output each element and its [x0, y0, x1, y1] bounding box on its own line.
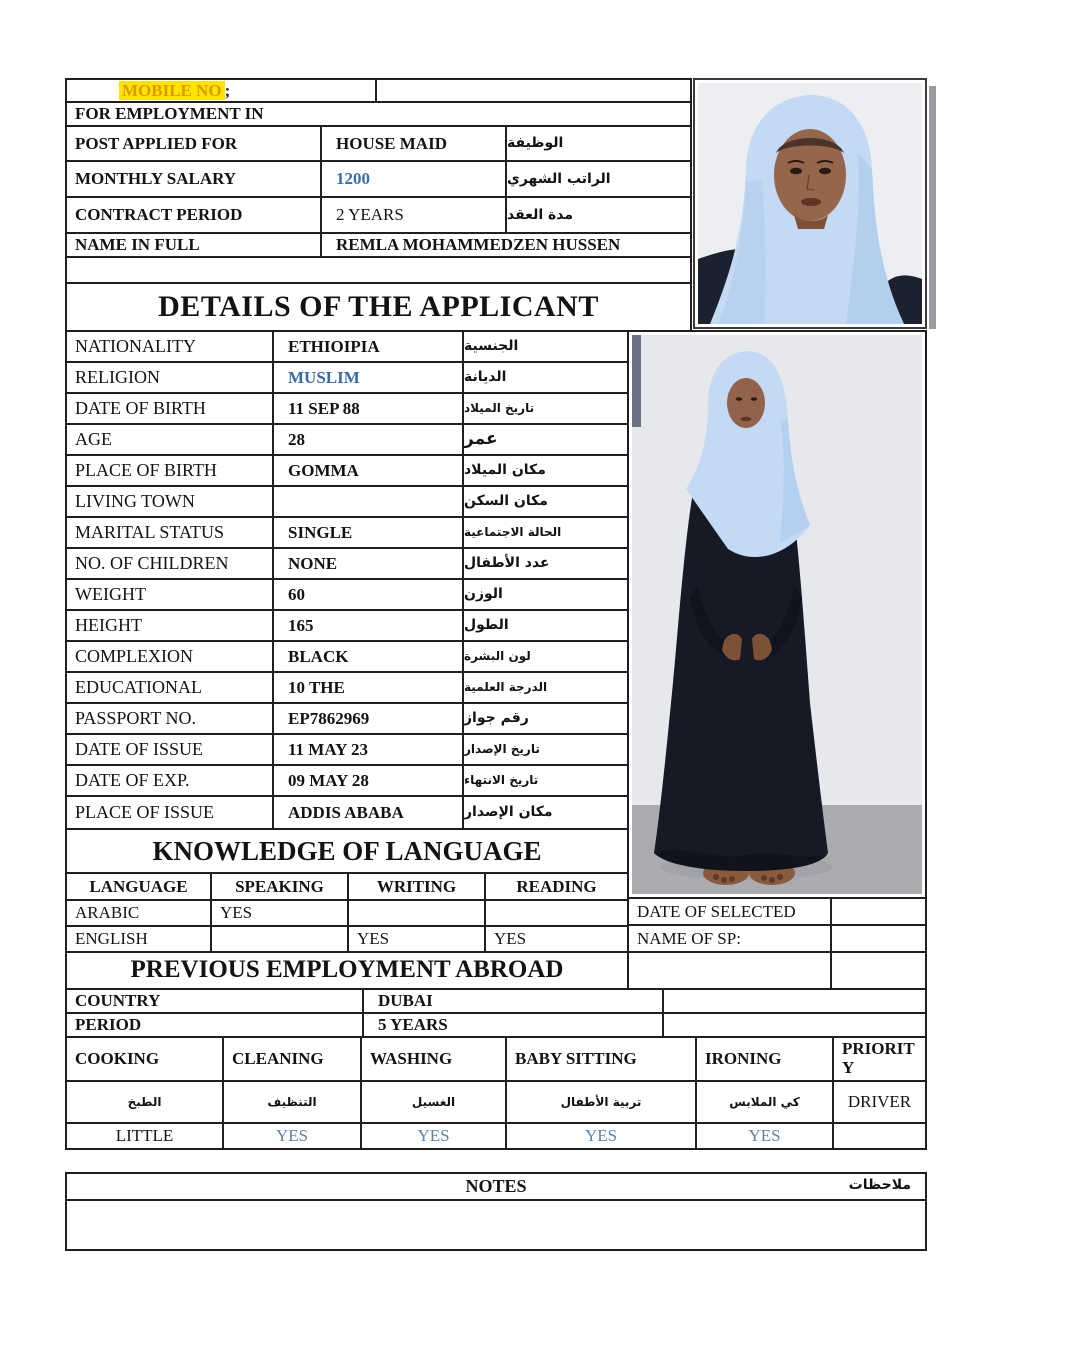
applicant-full-body-photo-cell	[627, 330, 927, 899]
detail-value: 165	[272, 609, 464, 642]
detail-arabic: الطول	[462, 609, 629, 642]
detail-label: DATE OF EXP.	[65, 764, 274, 797]
detail-value: 11 MAY 23	[272, 733, 464, 766]
detail-value: BLACK	[272, 640, 464, 673]
scan-shadow	[929, 86, 936, 329]
details-heading: DETAILS OF THE APPLICANT	[65, 282, 692, 332]
post-applied-for-label: POST APPLIED FOR	[65, 125, 322, 162]
detail-value: 10 THE	[272, 671, 464, 704]
skill-value-washing: YES	[360, 1122, 507, 1150]
detail-arabic: عدد الأطفال	[462, 547, 629, 580]
mobile-no-cell	[65, 78, 377, 103]
skill-value-priority-empty	[832, 1122, 927, 1150]
detail-arabic: لون البشرة	[462, 640, 629, 673]
detail-label: HEIGHT	[65, 609, 274, 642]
mobile-no-text	[67, 82, 230, 100]
period-value: 5 YEARS	[362, 1012, 664, 1038]
detail-value: ETHIOIPIA	[272, 330, 464, 363]
detail-label: RELIGION	[65, 361, 274, 394]
detail-value: GOMMA	[272, 454, 464, 487]
detail-value: 11 SEP 88	[272, 392, 464, 425]
skill-header-washing: WASHING	[360, 1036, 507, 1082]
detail-arabic: تاريخ الميلاد	[462, 392, 629, 425]
country-value: DUBAI	[362, 988, 664, 1014]
post-applied-for-value: HOUSE MAID	[320, 125, 507, 162]
detail-label: PLACE OF ISSUE	[65, 795, 274, 830]
arabic-speaking: YES	[210, 899, 349, 927]
detail-arabic: عمر	[462, 423, 629, 456]
notes-label: NOTES	[465, 1176, 527, 1197]
skill-arabic-cleaning: التنظيف	[222, 1080, 362, 1124]
language-header-reading: READING	[484, 872, 629, 901]
detail-label: AGE	[65, 423, 274, 456]
language-header-language: LANGUAGE	[65, 872, 212, 901]
priority-value: DRIVER	[832, 1080, 927, 1124]
skill-header-cleaning: CLEANING	[222, 1036, 362, 1082]
detail-arabic: تاريخ الانتهاء	[462, 764, 629, 797]
language-row-arabic: ARABIC	[65, 899, 212, 927]
arabic-writing	[347, 899, 486, 927]
previous-employment-heading: PREVIOUS EMPLOYMENT ABROAD	[65, 951, 629, 990]
detail-value	[272, 485, 464, 518]
detail-arabic: تاريخ الإصدار	[462, 733, 629, 766]
contract-period-arabic: مدة العقد	[505, 196, 692, 234]
detail-value: MUSLIM	[272, 361, 464, 394]
detail-value: 60	[272, 578, 464, 611]
detail-arabic: الوزن	[462, 578, 629, 611]
post-applied-for-arabic: الوظيفة	[505, 125, 692, 162]
for-employment-in-cell: FOR EMPLOYMENT IN	[65, 101, 692, 127]
monthly-salary-label: MONTHLY SALARY	[65, 160, 322, 198]
detail-value: 28	[272, 423, 464, 456]
detail-label: NATIONALITY	[65, 330, 274, 363]
detail-arabic: الحالة الاجتماعية	[462, 516, 629, 549]
detail-arabic: الديانة	[462, 361, 629, 394]
skill-value-ironing: YES	[695, 1122, 834, 1150]
skill-header-ironing: IRONING	[695, 1036, 834, 1082]
detail-label: DATE OF ISSUE	[65, 733, 274, 766]
detail-label: PASSPORT NO.	[65, 702, 274, 735]
detail-arabic: مكان الإصدار	[462, 795, 629, 830]
full-body-illustration	[632, 335, 922, 894]
language-row-english: ENGLISH	[65, 925, 212, 953]
language-header-writing: WRITING	[347, 872, 486, 901]
period-label: PERIOD	[65, 1012, 364, 1038]
skill-value-cooking: LITTLE	[65, 1122, 224, 1150]
monthly-salary-value: 1200	[320, 160, 507, 198]
contract-period-value: 2 YEARS	[320, 196, 507, 234]
detail-label: MARITAL STATUS	[65, 516, 274, 549]
name-of-sp-label: NAME OF SP:	[627, 924, 832, 953]
skill-header-cooking: COOKING	[65, 1036, 224, 1082]
contract-period-label: CONTRACT PERIOD	[65, 196, 322, 234]
detail-arabic: الدرجة العلمية	[462, 671, 629, 704]
english-writing: YES	[347, 925, 486, 953]
detail-label: PLACE OF BIRTH	[65, 454, 274, 487]
detail-value: 09 MAY 28	[272, 764, 464, 797]
detail-arabic: مكان السكن	[462, 485, 629, 518]
detail-value: EP7862969	[272, 702, 464, 735]
country-label: COUNTRY	[65, 988, 364, 1014]
date-of-selected-label: DATE OF SELECTED	[627, 897, 832, 926]
name-of-sp-value	[830, 924, 927, 953]
date-of-selected-value	[830, 897, 927, 926]
detail-arabic: الجنسية	[462, 330, 629, 363]
portrait-illustration	[698, 83, 922, 324]
skill-header-baby-sitting: BABY SITTING	[505, 1036, 697, 1082]
detail-value: NONE	[272, 547, 464, 580]
skill-value-baby-sitting: YES	[505, 1122, 697, 1150]
notes-body	[65, 1199, 927, 1251]
language-heading: KNOWLEDGE OF LANGUAGE	[65, 828, 629, 874]
name-in-full-label: NAME IN FULL	[65, 232, 322, 258]
skill-arabic-cooking: الطبخ	[65, 1080, 224, 1124]
country-extra-cell	[662, 988, 927, 1014]
english-reading: YES	[484, 925, 629, 953]
detail-label: LIVING TOWN	[65, 485, 274, 518]
detail-value: ADDIS ABABA	[272, 795, 464, 830]
skill-value-cleaning: YES	[222, 1122, 362, 1150]
mobile-no-semicolon: ;	[224, 80, 231, 100]
detail-value: SINGLE	[272, 516, 464, 549]
monthly-salary-arabic: الراتب الشهري	[505, 160, 692, 198]
detail-label: COMPLEXION	[65, 640, 274, 673]
detail-arabic: رقم جواز	[462, 702, 629, 735]
selection-empty-cell	[627, 951, 832, 990]
mobile-no-value-cell	[375, 78, 692, 103]
mobile-no-highlight: MOBILE NO	[119, 81, 225, 100]
detail-label: WEIGHT	[65, 578, 274, 611]
skill-arabic-washing: الغسيل	[360, 1080, 507, 1124]
skill-arabic-ironing: كي الملابس	[695, 1080, 834, 1124]
notes-header	[65, 1172, 927, 1201]
detail-label: EDUCATIONAL	[65, 671, 274, 704]
english-speaking	[210, 925, 349, 953]
detail-label: DATE OF BIRTH	[65, 392, 274, 425]
notes-arabic: ملاحظات	[848, 1177, 911, 1193]
arabic-reading	[484, 899, 629, 927]
skill-arabic-baby-sitting: تربية الأطفال	[505, 1080, 697, 1124]
name-in-full-value: REMLA MOHAMMEDZEN HUSSEN	[320, 232, 692, 258]
applicant-portrait-photo	[693, 78, 927, 329]
empty-spacer-row	[65, 256, 692, 284]
detail-arabic: مكان الميلاد	[462, 454, 629, 487]
selection-empty-cell	[830, 951, 927, 990]
skill-header-priority: PRIORITY	[832, 1036, 927, 1082]
period-extra-cell	[662, 1012, 927, 1038]
detail-label: NO. OF CHILDREN	[65, 547, 274, 580]
language-header-speaking: SPEAKING	[210, 872, 349, 901]
